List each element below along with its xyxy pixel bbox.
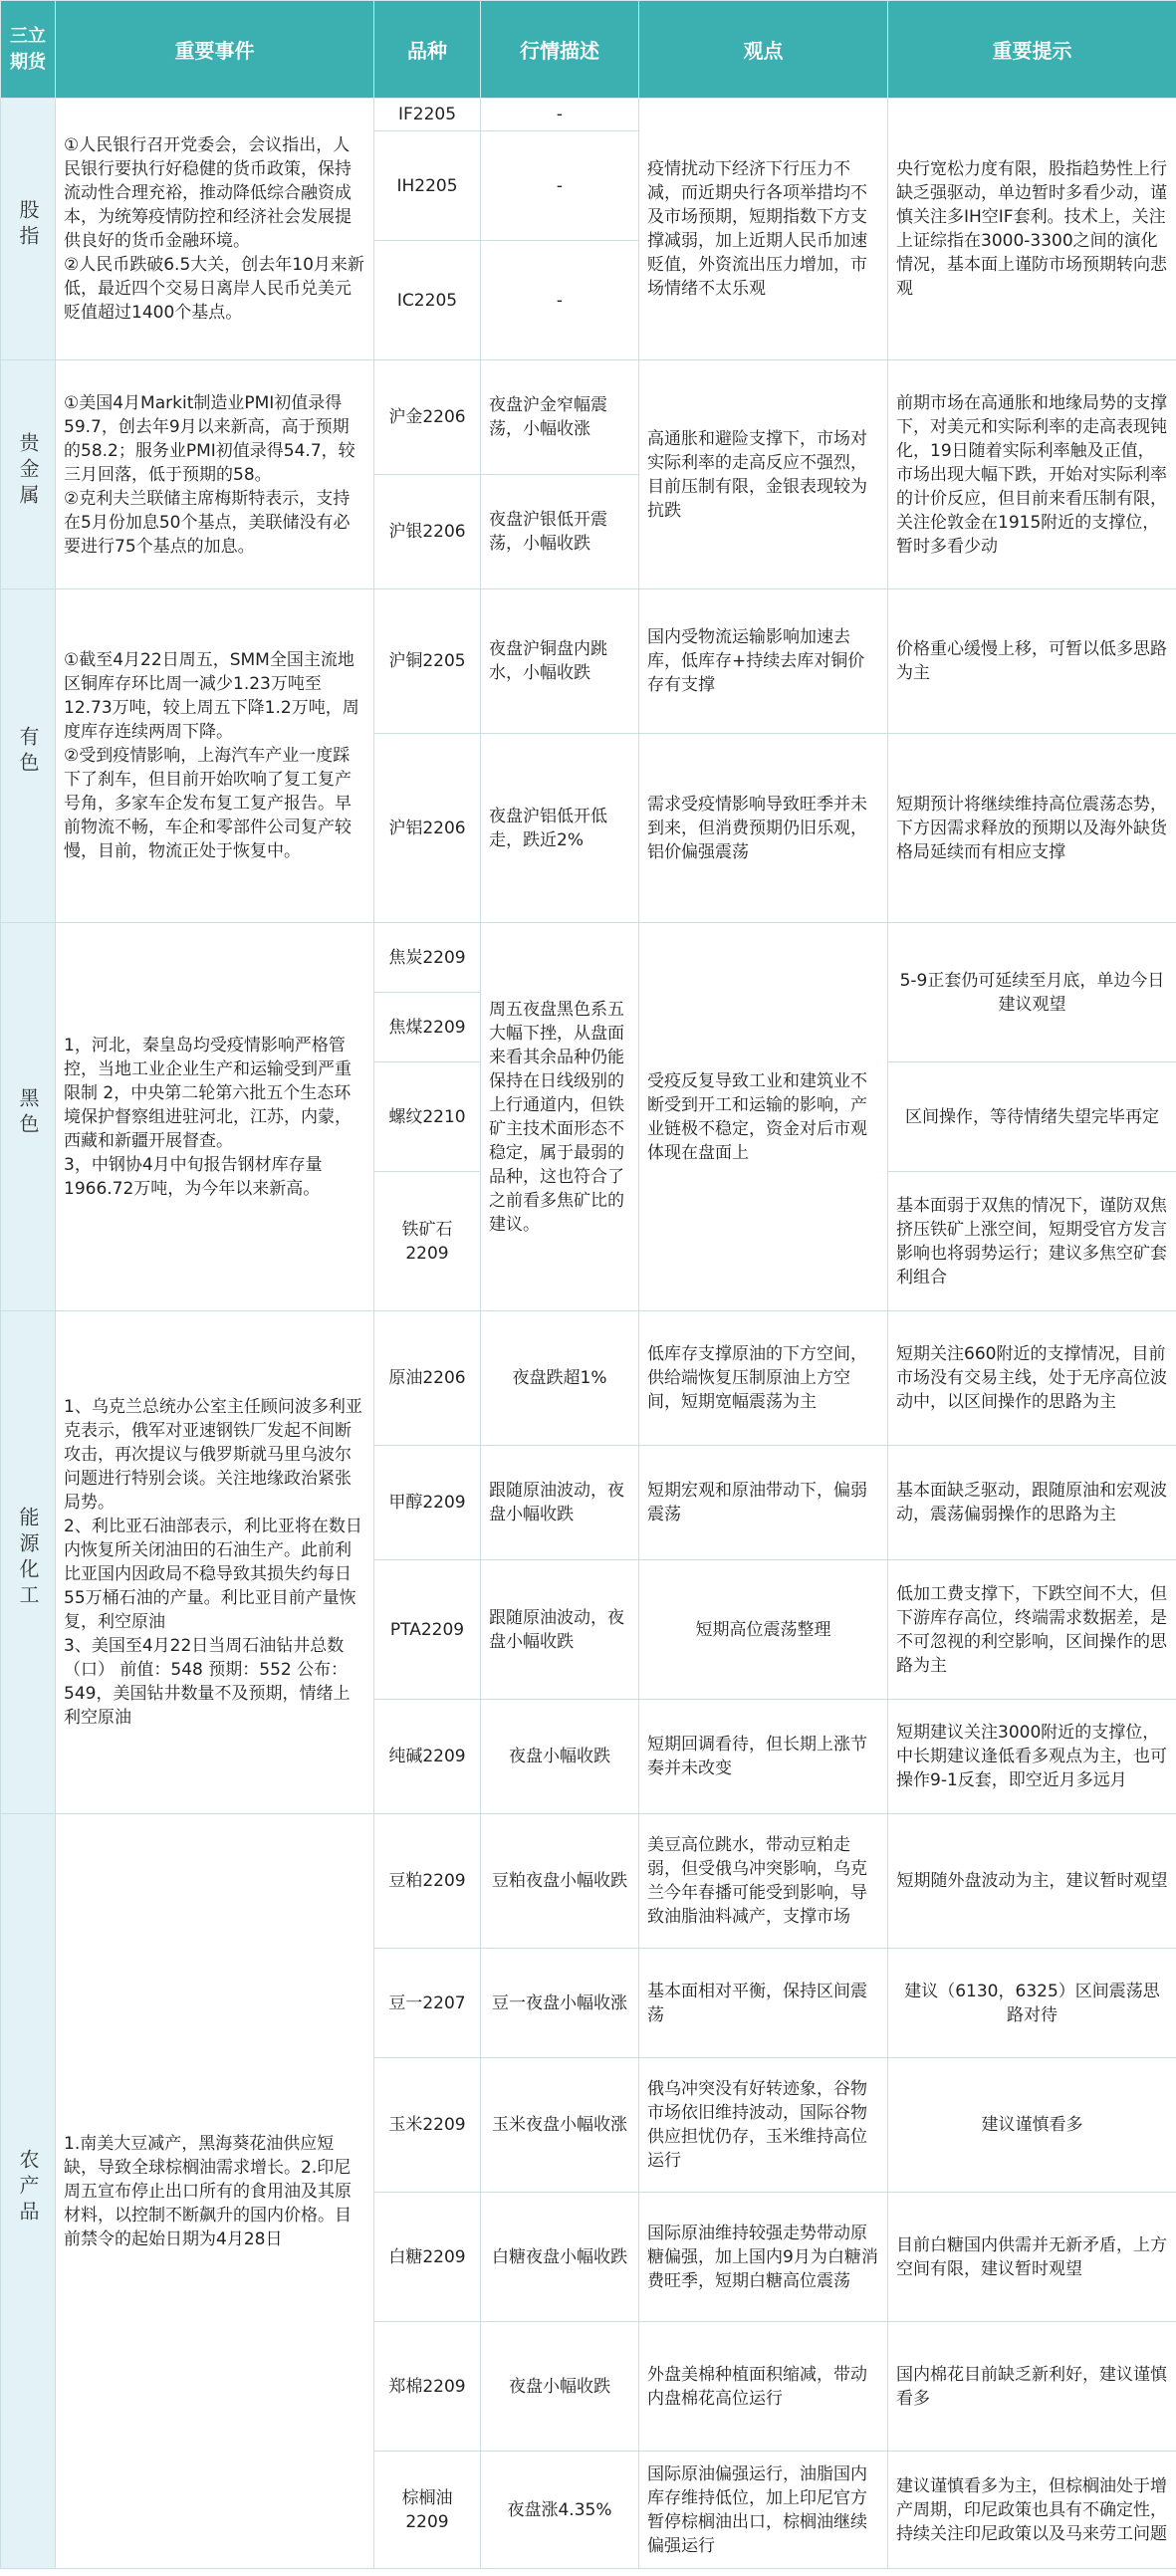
tip-stock-index: 央行宽松力度有限，股指趋势性上行缺乏强驱动，单边暂时多看少动，谨慎关注多IH空IF套利。技术上，关注上证综指在3000-3300之间的演化情况，基本面上谨防市场预期转向悲观 [888,99,1176,360]
desc-cell: - [481,131,639,241]
tip-precious: 前期市场在高通胀和地缘局势的支撑下，对美元和实际利率的走高表现钝化，19日随着实际利率触及正值，市场出现大幅下跌，开始对实际利率的计价反应，但目前来看压制有限，关注伦敦金在1915附近的支撑位，暂时多看少动 [888,360,1176,589]
events-ferrous: 1，河北，秦皇岛均受疫情影响严格管控，当地工业企业生产和运输受到严重限制 2，中央第二轮第六批五个生态环境保护督察组进驻河北，江苏，内蒙，西藏和新疆开展督查。 3，中钢协4月中旬报告钢材库存量1966.72万吨，为今年以来新高。 [56,923,374,1311]
view-ferrous: 受疫反复导致工业和建筑业不断受到开工和运输的影响，产业链极不稳定，资金对后市观体现在盘面上 [639,923,888,1311]
tip-cell: 基本面缺乏驱动，跟随原油和宏观波动，震荡偏弱操作的思路为主 [888,1446,1176,1560]
desc-cell: 夜盘涨4.35% [481,2452,639,2569]
variety-cell: 玉米2209 [374,2058,481,2193]
sector-stock-index: 股指 [1,99,56,360]
variety-cell: 棕榈油2209 [374,2452,481,2569]
events-stock-index: ①人民银行召开党委会，会议指出，人民银行要执行好稳健的货币政策，保持流动性合理充裕，推动降低综合融资成本，为统筹疫情防控和经济社会发展提供良好的货币金融环境。 ②人民币跌破6.5大关，创去年10月来新低，最近四个交易日离岸人民币兑美元贬值超过1400个基点。 [56,99,374,360]
view-precious: 高通胀和避险支撑下，市场对实际利率的走高反应不强烈，目前压制有限，金银表现较为抗跌 [639,360,888,589]
variety-cell: 郑棉2209 [374,2322,481,2452]
variety-cell: 甲醇2209 [374,1446,481,1560]
variety-cell: 沪铜2205 [374,589,481,734]
table-row [1,99,1176,131]
view-cell: 短期高位震荡整理 [639,1560,888,1700]
desc-cell: - [481,99,639,131]
view-cell: 低库存支撑原油的下方空间，供给端恢复压制原油上方空间，短期宽幅震荡为主 [639,1311,888,1446]
desc-cell: 豆粕夜盘小幅收跌 [481,1814,639,1949]
variety-cell: 纯碱2209 [374,1700,481,1814]
col-events: 重要事件 [56,1,374,99]
events-nonferrous: ①截至4月22日周五，SMM全国主流地区铜库存环比周一减少1.23万吨至12.73万吨，较上周五下降1.2万吨，周度库存连续两周下降。 ②受到疫情影响，上海汽车产业一度踩下了刹车，但目前开始吹响了复工复产号角，多家车企发布复工复产报告。早前物流不畅，车企和零部件公司复产较慢，目前，物流正处于恢复中。 [56,589,374,923]
view-cell: 俄乌冲突没有好转迹象，谷物市场依旧维持波动，国际谷物供应担忧仍存，玉米维持高位运行 [639,2058,888,2193]
variety-cell: 沪铝2206 [374,734,481,923]
table-row [1,1311,1176,1446]
col-view: 观点 [639,1,888,99]
desc-cell: 夜盘沪铜盘内跳水，小幅收跌 [481,589,639,734]
sector-energy: 能源化工 [1,1311,56,1814]
events-precious: ①美国4月Markit制造业PMI初值录得59.7，创去年9月以来新高，高于预期的58.2；服务业PMI初值录得54.7，较三月回落，低于预期的58。 ②克利夫兰联储主席梅斯特表示，支持在5月份加息50个基点，美联储没有必要进行75个基点的加息。 [56,360,374,589]
desc-cell: 夜盘沪金窄幅震荡，小幅收涨 [481,360,639,475]
variety-cell: IC2205 [374,241,481,360]
desc-cell: 跟随原油波动，夜盘小幅收跌 [481,1446,639,1560]
sector-nonferrous: 有色 [1,589,56,923]
view-cell: 短期宏观和原油带动下，偏弱震荡 [639,1446,888,1560]
desc-cell: 玉米夜盘小幅收涨 [481,2058,639,2193]
desc-cell: 白糖夜盘小幅收跌 [481,2193,639,2322]
col-desc: 行情描述 [481,1,639,99]
variety-cell: 铁矿石2209 [374,1172,481,1311]
tip-ferrous-rebar: 区间操作，等待情绪失望完毕再定 [888,1062,1176,1172]
tip-cell: 短期预计将继续维持高位震荡态势，下方因需求释放的预期以及海外缺货格局延续而有相应支撑 [888,734,1176,923]
variety-cell: 沪金2206 [374,360,481,475]
tip-ferrous-ore: 基本面弱于双焦的情况下，谨防双焦挤压铁矿上涨空间，短期受官方发言影响也将弱势运行；建议多焦空矿套利组合 [888,1172,1176,1311]
sector-ferrous: 黑色 [1,923,56,1311]
view-cell: 短期回调看待，但长期上涨节奏并未改变 [639,1700,888,1814]
tip-cell: 建议谨慎看多 [888,2058,1176,2193]
table-row [1,589,1176,734]
desc-cell: 夜盘小幅收跌 [481,1700,639,1814]
desc-ferrous: 周五夜盘黑色系五大幅下挫，从盘面来看其余品种仍能保持在日线级别的上行通道内，但铁矿主技术面形态不稳定，属于最弱的品种，这也符合了之前看多焦矿比的建议。 [481,923,639,1311]
tip-cell: 短期随外盘波动为主，建议暂时观望 [888,1814,1176,1949]
desc-cell: 夜盘小幅收跌 [481,2322,639,2452]
view-stock-index: 疫情扰动下经济下行压力不减，而近期央行各项举措均不及市场预期，短期指数下方支撑减弱，加上近期人民币加速贬值，外资流出压力增加，市场情绪不太乐观 [639,99,888,360]
tip-cell: 建议（6130，6325）区间震荡思路对待 [888,1949,1176,2058]
variety-cell: 焦煤2209 [374,993,481,1062]
desc-cell: 夜盘跌超1% [481,1311,639,1446]
variety-cell: 沪银2206 [374,475,481,589]
view-cell: 外盘美棉种植面积缩减，带动内盘棉花高位运行 [639,2322,888,2452]
tip-cell: 国内棉花目前缺乏新利好，建议谨慎看多 [888,2322,1176,2452]
variety-cell: 豆一2207 [374,1949,481,2058]
view-cell: 国际原油偏强运行，油脂国内库存维持低位，加上印尼官方暂停棕榈油出口，棕榈油继续偏强运行 [639,2452,888,2569]
variety-cell: 原油2206 [374,1311,481,1446]
view-cell: 国内受物流运输影响加速去库，低库存+持续去库对铜价存有支撑 [639,589,888,734]
sector-precious: 贵金属 [1,360,56,589]
desc-cell: 夜盘沪铝低开低走，跌近2% [481,734,639,923]
view-cell: 美豆高位跳水，带动豆粕走弱，但受俄乌冲突影响，乌克兰今年春播可能受到影响，导致油脂油料减产，支撑市场 [639,1814,888,1949]
view-cell: 基本面相对平衡，保持区间震荡 [639,1949,888,2058]
events-agri: 1.南美大豆减产，黑海葵花油供应短缺，导致全球棕榈油需求增长。2.印尼周五宣布停止出口所有的食用油及其原材料，以控制不断飙升的国内价格。目前禁令的起始日期为4月28日 [56,1814,374,2569]
col-sector: 三立期货 [1,1,56,99]
variety-cell: IH2205 [374,131,481,241]
desc-cell: 夜盘沪银低开震荡，小幅收跌 [481,475,639,589]
variety-cell: 白糖2209 [374,2193,481,2322]
view-cell: 需求受疫情影响导致旺季并未到来，但消费预期仍旧乐观，铝价偏强震荡 [639,734,888,923]
table-row [1,360,1176,475]
tip-cell: 低加工费支撑下，下跌空间不大，但下游库存高位，终端需求数据差，是不可忽视的利空影响，区间操作的思路为主 [888,1560,1176,1700]
table-row [1,923,1176,993]
tip-cell: 短期关注660附近的支撑情况，目前市场没有交易主线，处于无序高位波动中，以区间操作的思路为主 [888,1311,1176,1446]
variety-cell: 豆粕2209 [374,1814,481,1949]
desc-cell: 跟随原油波动，夜盘小幅收跌 [481,1560,639,1700]
variety-cell: IF2205 [374,99,481,131]
variety-cell: PTA2209 [374,1560,481,1700]
tip-cell: 建议谨慎看多为主，但棕榈油处于增产周期，印尼政策也具有不确定性，持续关注印尼政策以及马来劳工问题 [888,2452,1176,2569]
desc-cell: - [481,241,639,360]
events-energy: 1、乌克兰总统办公室主任顾问波多利亚克表示，俄军对亚速钢铁厂发起不间断攻击，再次提议与俄罗斯就马里乌波尔问题进行特别会谈。关注地缘政治紧张局势。 2、利比亚石油部表示，利比亚将在数日内恢复所关闭油田的石油生产。此前利比亚国内因政局不稳导致其损失约每日55万桶石油的产量。利比亚目前产量恢复，利空原油 3、美国至4月22日当周石油钻井总数（口） 前值：548 预期：552 公布：549，美国钻井数量不及预期，情绪上利空原油 [56,1311,374,1814]
tip-cell: 目前白糖国内供需并无新矛盾，上方空间有限，建议暂时观望 [888,2193,1176,2322]
desc-cell: 豆一夜盘小幅收涨 [481,1949,639,2058]
tip-cell: 价格重心缓慢上移，可暂以低多思路为主 [888,589,1176,734]
sector-agri: 农产品 [1,1814,56,2569]
tip-cell: 短期建议关注3000附近的支撑位，中长期建议逢低看多观点为主，也可操作9-1反套，即空近月多远月 [888,1700,1176,1814]
col-tips: 重要提示 [888,1,1176,99]
header-row [1,1,1176,99]
tip-ferrous-coke: 5-9正套仍可延续至月底，单边今日建议观望 [888,923,1176,1062]
col-variety: 品种 [374,1,481,99]
view-cell: 国际原油维持较强走势带动原糖偏强，加上国内9月为白糖消费旺季，短期白糖高位震荡 [639,2193,888,2322]
variety-cell: 螺纹2210 [374,1062,481,1172]
variety-cell: 焦炭2209 [374,923,481,993]
table-row [1,1814,1176,1949]
